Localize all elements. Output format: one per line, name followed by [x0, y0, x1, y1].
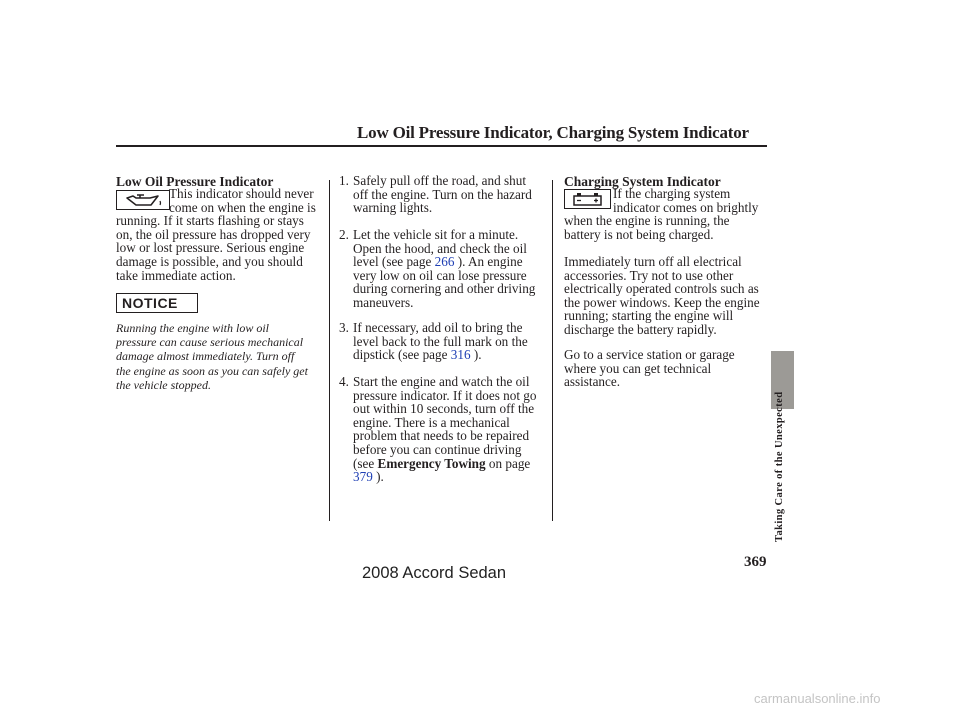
- charging-paragraph-1: If the charging system indicator comes on brightly when the engine is running, the battery is not being charged.: [564, 186, 759, 242]
- emergency-towing-ref: Emergency Towing: [377, 455, 486, 471]
- footer-model: 2008 Accord Sedan: [362, 564, 507, 582]
- step-3-number: 3.: [339, 320, 349, 335]
- watermark: carmanualsonline.info: [754, 691, 881, 706]
- notice-text: Running the engine with low oil pressure can cause serious mechanical damage almost immediately. Turn off the engine as soon as you can safely get the vehicle stopped.: [116, 321, 308, 392]
- step-1-number: 1.: [339, 173, 349, 188]
- charging-paragraph-2: Immediately turn off all electrical accessories. Try not to use other electrically operated controls such as the power windows. Keep the engine running; starting the engine will discharge the battery rapidly.: [564, 254, 760, 337]
- step-4-text: Start the engine and watch the oil pressure indicator. If it does not go out within 10 seconds, turn off the engine. There is a mechanical problem that needs to be repaired before you can continue driving (see Emergency Towing on page 379 ).: [353, 374, 537, 485]
- column-divider-left: [329, 180, 330, 521]
- low-oil-pressure-heading: Low Oil Pressure Indicator: [116, 174, 274, 189]
- step-2-text: Let the vehicle sit for a minute. Open the hood, and check the oil level (see page 266 ). An engine very low on oil can lose pressure during cornering and other driving maneuvers.: [353, 227, 536, 310]
- notice-badge: NOTICE: [116, 293, 198, 313]
- step-3-text: If necessary, add oil to bring the level back to the full mark on the dipstick (see page 316 ).: [353, 320, 528, 363]
- section-label: Taking Care of the Unexpected: [774, 391, 785, 542]
- page-link-266[interactable]: 266: [434, 254, 455, 270]
- column-divider-right: [552, 180, 553, 521]
- step-2-number: 2.: [339, 227, 349, 242]
- page-title: Low Oil Pressure Indicator, Charging System Indicator: [357, 123, 749, 142]
- charging-system-heading: Charging System Indicator: [564, 174, 721, 189]
- page-number: 369: [744, 554, 767, 570]
- charging-paragraph-3: Go to a service station or garage where you can get technical assistance.: [564, 347, 735, 390]
- step-1-text: Safely pull off the road, and shut off the engine. Turn on the hazard warning lights.: [353, 173, 532, 216]
- title-rule: [116, 145, 767, 147]
- page-link-316[interactable]: 316: [450, 347, 471, 363]
- low-oil-paragraph: This indicator should never come on when the engine is running. If it starts flashing or stays on, the oil pressure has dropped very low or lost pressure. Serious engine damage is possible, and you should take immediate action.: [116, 186, 316, 283]
- page-link-379[interactable]: 379: [353, 469, 373, 485]
- step-4-number: 4.: [339, 374, 349, 389]
